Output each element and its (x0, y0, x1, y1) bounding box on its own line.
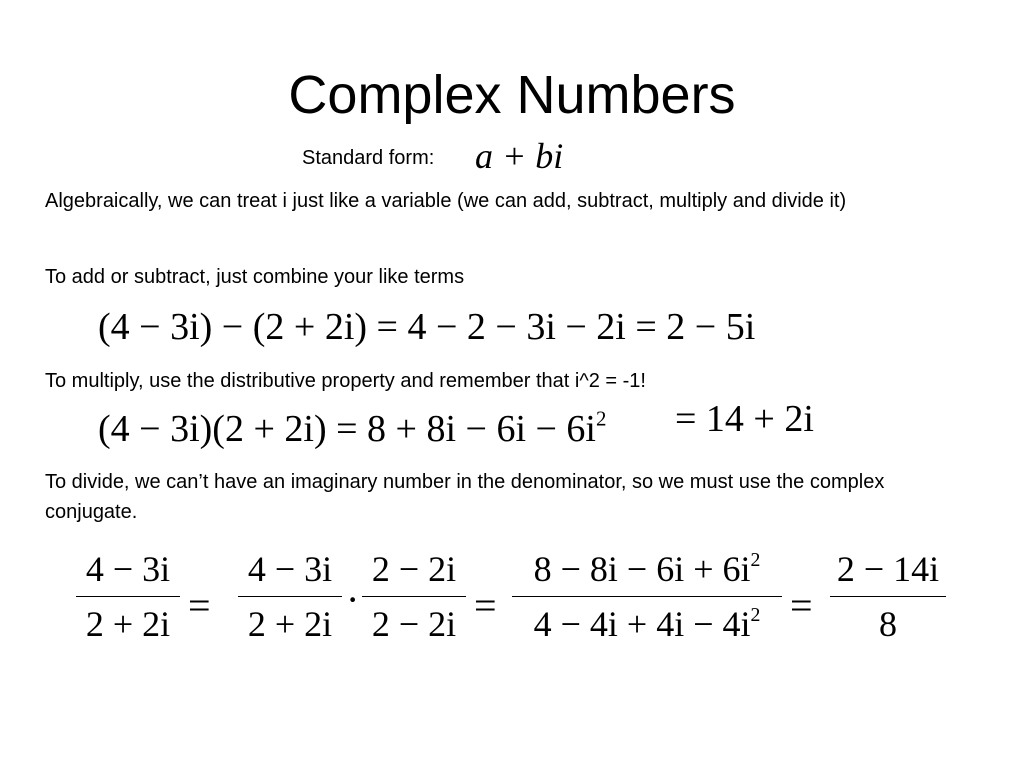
fraction-bar (830, 596, 946, 597)
fraction-conjugate-denominator: 2 − 2i (371, 604, 457, 644)
algebra-paragraph: Algebraically, we can treat i just like a variable (we can add, subtract, multiply and divide it) (45, 190, 847, 212)
division-equation (70, 548, 970, 658)
fraction-conjugate-numerator: 2 − 2i (371, 549, 457, 589)
fraction-result (830, 548, 946, 645)
equals-sign: = (474, 583, 497, 628)
fraction-original-copy (238, 548, 342, 645)
standard-form-label: Standard form: (302, 147, 435, 169)
expanded-denominator-text: 4 − 4i + 4i − 4i (533, 604, 751, 644)
add-subtract-paragraph: To add or subtract, just combine your like terms (45, 266, 465, 288)
divide-paragraph: To divide, we can’t have an imaginary number in the denominator, so we must use the complex conjugate. (45, 471, 885, 523)
fraction-result-denominator: 8 (879, 604, 897, 644)
multiplication-expression: (4 − 3i)(2 + 2i) = 8 + 8i − 6i − 6i (98, 408, 596, 450)
multiplication-equation (98, 406, 606, 452)
expanded-denominator-exponent: 2 (750, 604, 761, 627)
fraction-result-numerator: 2 − 14i (836, 549, 940, 589)
fraction-expanded-denominator (512, 603, 782, 645)
fraction-bar (512, 596, 782, 597)
fraction-bar (362, 596, 466, 597)
multiply-paragraph: To multiply, use the distributive property and remember that i^2 = -1! (45, 370, 646, 392)
fraction-expanded-numerator (512, 548, 782, 590)
expanded-numerator-text: 8 − 8i − 6i + 6i (533, 549, 751, 589)
equals-sign: = (188, 583, 211, 628)
expanded-numerator-exponent: 2 (750, 549, 761, 572)
fraction-copy-denominator: 2 + 2i (247, 604, 333, 644)
standard-form-expression: a + bi (475, 136, 564, 176)
equals-sign: = (790, 583, 813, 628)
fraction-original (76, 548, 180, 645)
fraction-conjugate (362, 548, 466, 645)
fraction-expanded (512, 548, 782, 645)
multiplication-exponent: 2 (596, 406, 607, 431)
addition-equation: (4 − 3i) − (2 + 2i) = 4 − 2 − 3i − 2i = 2 − 5i (98, 306, 756, 348)
slide-title: Complex Numbers (288, 65, 736, 125)
fraction-bar (238, 596, 342, 597)
fraction-original-numerator: 4 − 3i (85, 549, 171, 589)
fraction-bar (76, 596, 180, 597)
multiplication-result: = 14 + 2i (675, 398, 814, 440)
fraction-original-denominator: 2 + 2i (85, 604, 171, 644)
multiply-dot: · (346, 577, 360, 622)
fraction-copy-numerator: 4 − 3i (247, 549, 333, 589)
